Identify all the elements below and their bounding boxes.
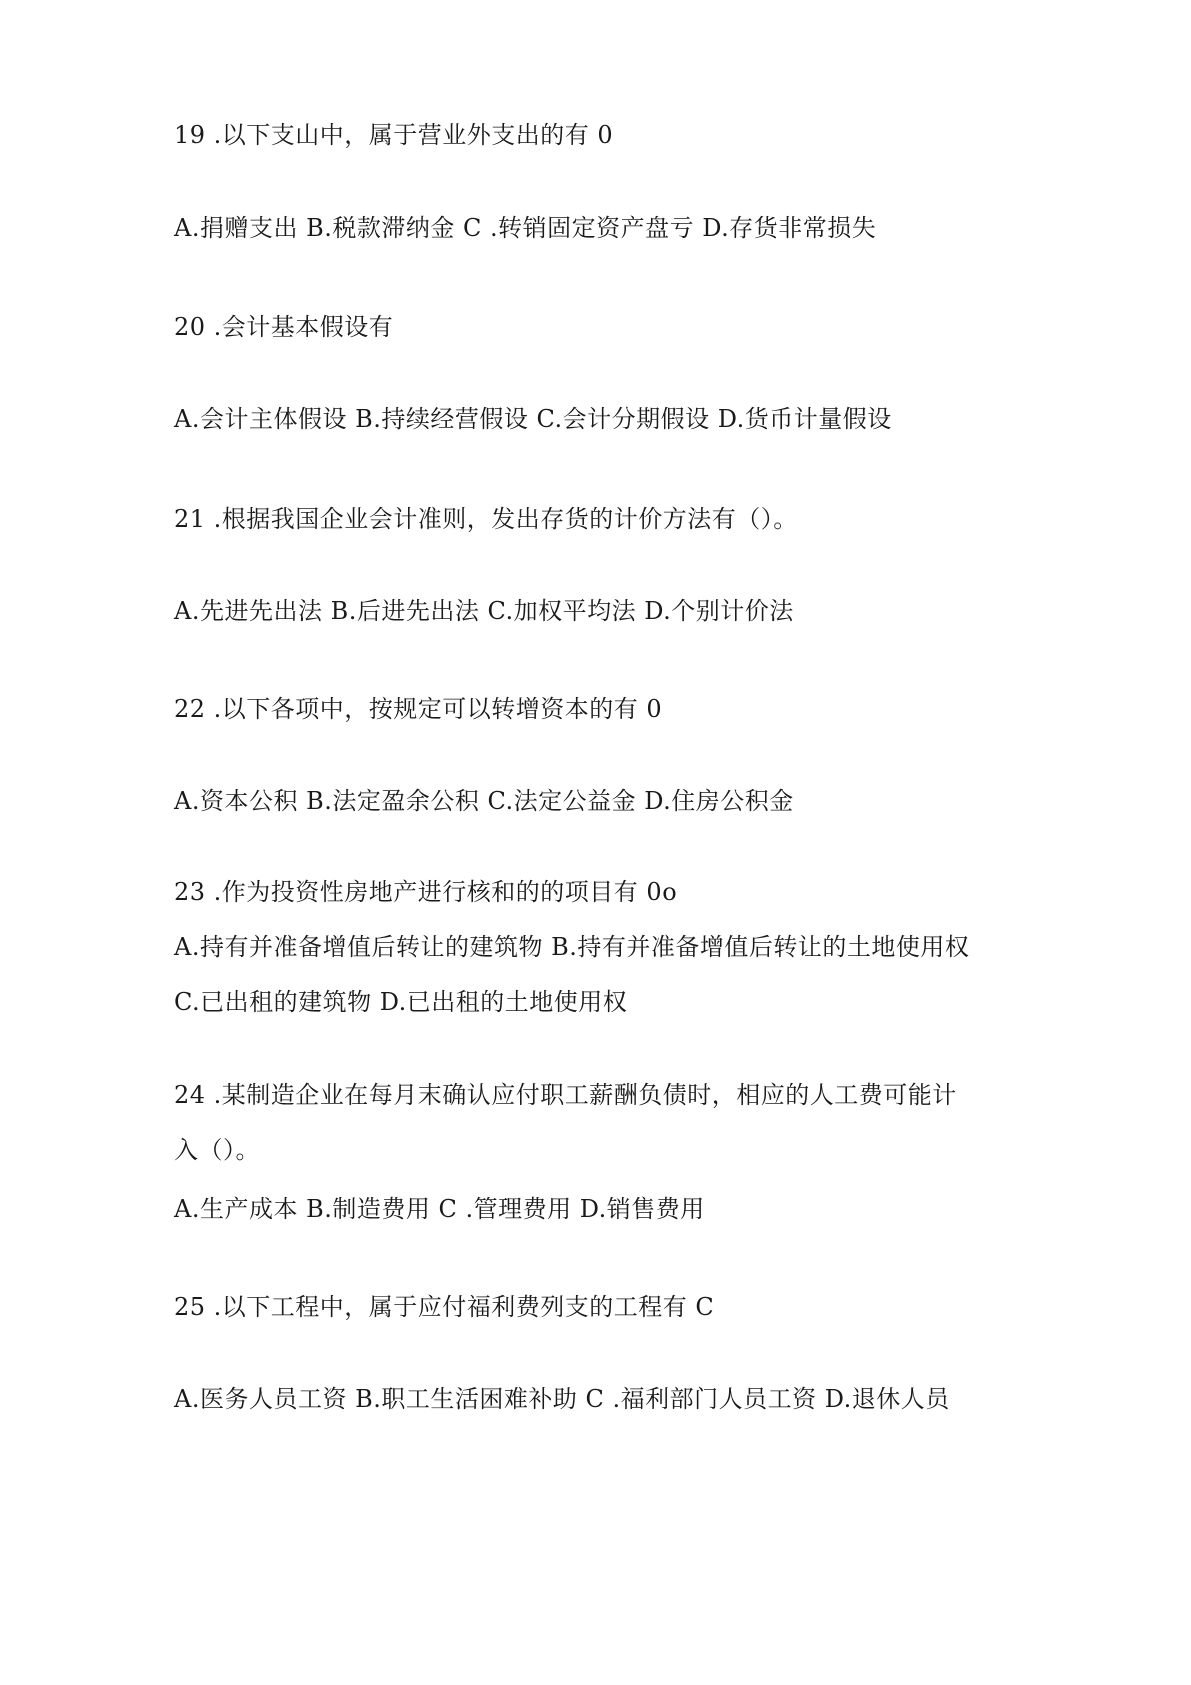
options-25: A.医务人员工资 B.职工生活困难补助 C .福利部门人员工资 D.退休人员: [174, 1385, 950, 1413]
question-21: 21 .根据我国企业会计准则，发出存货的计价方法有（）。: [174, 505, 798, 533]
question-19: 19 .以下支山中，属于营业外支出的有 0: [174, 121, 614, 149]
question-23: 23 .作为投资性房地产进行核和的的项目有 0o: [174, 878, 678, 906]
options-24: A.生产成本 B.制造费用 C .管理费用 D.销售费用: [174, 1195, 705, 1223]
question-20: 20 .会计基本假设有: [174, 313, 394, 341]
question-24-line2: 入（）。: [174, 1136, 260, 1164]
options-19: A.捐赠支出 B.税款滞纳金 C .转销固定资产盘亏 D.存货非常损失: [174, 214, 877, 242]
options-20: A.会计主体假设 B.持续经营假设 C.会计分期假设 D.货币计量假设: [174, 405, 892, 433]
options-23-line1: A.持有并准备增值后转让的建筑物 B.持有并准备增值后转让的土地使用权: [174, 933, 970, 961]
options-22: A.资本公积 B.法定盈余公积 C.法定公益金 D.住房公积金: [174, 787, 794, 815]
options-23-line2: C.已出租的建筑物 D.已出租的土地使用权: [174, 988, 628, 1016]
options-21: A.先进先出法 B.后进先出法 C.加权平均法 D.个别计价法: [174, 597, 794, 625]
question-24-line1: 24 .某制造企业在每月末确认应付职工薪酬负债时，相应的人工费可能计: [174, 1081, 957, 1109]
question-22: 22 .以下各项中，按规定可以转增资本的有 0: [174, 695, 663, 723]
question-25: 25 .以下工程中，属于应付福利费列支的工程有 C: [174, 1293, 715, 1321]
